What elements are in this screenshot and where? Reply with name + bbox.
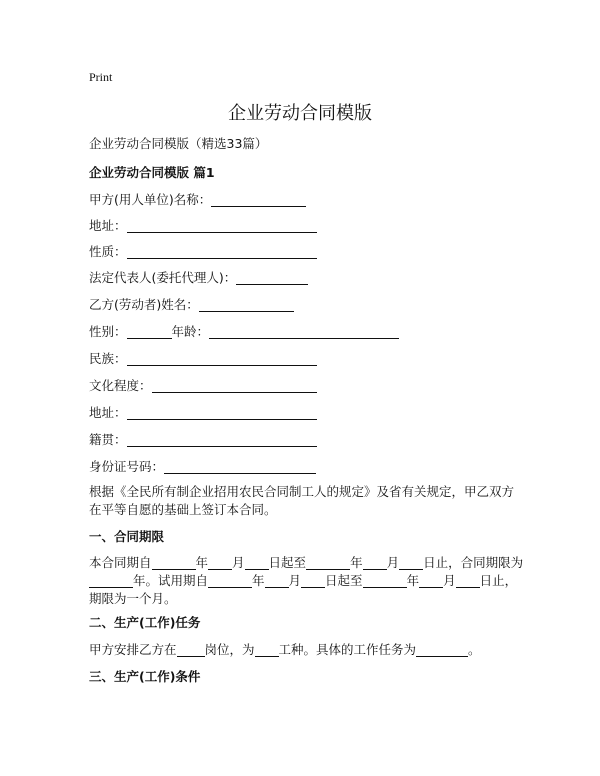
s1l2-text-3: 日起至 [325,573,363,588]
field-employee-blank [199,298,294,312]
field-age-blank [209,325,399,339]
s1l2-text-2: 月 [288,573,302,588]
section1-heading: 一、合同期限 [89,529,165,544]
section1-line3 [89,589,177,607]
field-ethnicity-label: 民族： [89,351,127,366]
field-employee [89,295,294,313]
s1l2-blank-0 [208,574,252,588]
field-nature-blank [127,245,317,259]
field-gender-age [89,322,399,340]
field-legal-rep [89,268,308,286]
field-age-label: 年龄： [171,324,210,339]
s1l1-blank-5 [399,556,423,570]
s2-text-2: 工种。具体的工作任务为 [278,642,417,657]
section2-heading: 二、生产(工作)任务 [89,615,201,630]
field-id-number-label: 身份证号码： [89,459,165,474]
s1l1-text-2: 月 [232,555,245,570]
s2-text-0: 甲方安排乙方在 [89,642,177,657]
s1l2-blank-3 [363,574,407,588]
s1l1-text-6: 日止，合同期限为 [423,555,524,570]
section3-heading: 三、生产(工作)条件 [89,669,201,684]
field-address1-label: 地址： [89,218,127,233]
field-employee-label: 乙方(劳动者)姓名： [89,297,199,312]
s2-blank-0 [177,643,205,657]
field-nature-label: 性质： [89,244,127,259]
s1l2-blank-2 [301,574,325,588]
s1l2-text-6: 日止， [479,573,518,588]
s1l2-text-0: 年。试用期自 [133,573,209,588]
s2-text-3: 。 [468,642,481,657]
field-origin [89,430,317,448]
field-nature [89,242,317,260]
field-address1 [89,216,317,234]
field-ethnicity [89,349,317,367]
s1l2-text-1: 年 [252,573,265,588]
field-id-number-blank [164,460,316,474]
field-origin-label: 籍贯： [89,432,127,447]
print-label[interactable]: Print [89,70,113,84]
section1-line1 [89,553,523,571]
s1l1-text-1: 年 [195,555,209,570]
s1l2-text-4: 年 [406,573,420,588]
s1l1-blank-4 [363,556,387,570]
s2-blank-2 [416,643,468,657]
s1l3-text: 期限为一个月。 [89,591,177,606]
field-legal-rep-label: 法定代表人(委托代理人)： [89,270,237,285]
s1l1-blank-0 [152,556,196,570]
s1l2-text-5: 月 [443,573,456,588]
page-title: 企业劳动合同模版 [228,103,372,124]
s1l2-blank-1 [265,574,289,588]
section1-line2 [89,571,517,589]
field-employer-blank [211,193,306,207]
s1l2-blank-5 [456,574,480,588]
field-gender-label: 性别： [89,324,127,339]
field-origin-blank [127,433,317,447]
field-education-blank [152,379,317,393]
section2-line [89,640,481,658]
field-id-number [89,457,316,475]
section-heading: 企业劳动合同模版 篇1 [89,165,215,180]
field-education-label: 文化程度： [89,378,152,393]
field-address2-blank [127,406,317,420]
subtitle: 企业劳动合同模版（精选33篇） [89,136,268,151]
s1l1-blank-3 [306,556,350,570]
s2-blank-1 [255,643,279,657]
field-address1-blank [127,219,317,233]
field-ethnicity-blank [127,352,317,366]
field-employer-label: 甲方(用人单位)名称： [89,192,212,207]
s1l1-blank-1 [208,556,232,570]
field-employer [89,190,306,208]
s1l2-blank-4 [419,574,443,588]
field-address2 [89,403,317,421]
s1l1-text-0: 本合同期自 [89,555,152,570]
s2-text-1: 岗位，为 [204,642,255,657]
s1l1-text-4: 年 [350,555,363,570]
s1l1-text-3: 日起至 [268,555,307,570]
intro-paragraph: 根据《全民所有制企业招用农民合同制工人的规定》及省有关规定，甲乙双方在平等自愿的基础上签订本合同。 [89,484,515,517]
field-legal-rep-blank [236,271,308,285]
s1l1-blank-2 [245,556,269,570]
field-address2-label: 地址： [89,405,127,420]
field-gender-blank [127,325,172,339]
s1l1-text-5: 月 [386,555,400,570]
s1l2-blank-start [89,574,133,588]
field-education [89,376,317,394]
